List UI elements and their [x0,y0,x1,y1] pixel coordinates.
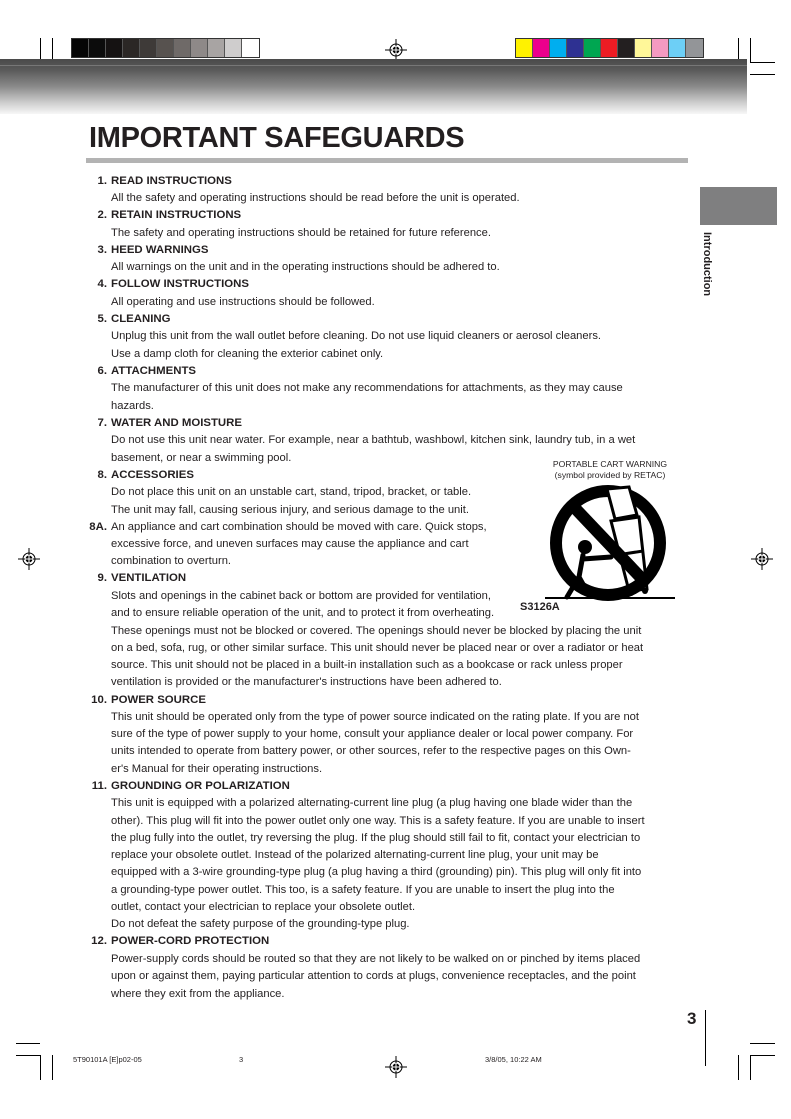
item-body-line: Power-supply cords should be routed so that they are not likely to be walked on or pinched by items placed [111,953,641,965]
item-title: POWER-CORD PROTECTION [111,935,270,947]
title-underline [86,158,688,163]
item-body-line: Do not place this unit on an unstable cart, stand, tripod, bracket, or table. [111,486,472,498]
item-number: 5. [97,313,107,325]
color-swatch [686,39,703,57]
item-body-line: excessive force, and uneven surfaces may cause the appliance and cart [111,538,469,550]
item-number: 1. [97,175,107,187]
item-title: ATTACHMENTS [111,365,196,377]
section-tab-label: Introduction [701,232,713,297]
item-body-line: All warnings on the unit and in the operating instructions should be adhered to. [111,261,500,273]
item-body-line: The manufacturer of this unit does not make any recommendations for attachments, as they may cause [111,382,623,394]
item-title: CLEANING [111,313,171,325]
item-title: READ INSTRUCTIONS [111,175,232,187]
item-body-line: on a bed, sofa, rug, or other similar surface. This unit should never be placed near or over a radiator or heat [111,642,644,654]
item-body-line: Use a damp cloth for cleaning the exterior cabinet only. [111,348,384,360]
figure-code: S3126A [520,601,560,613]
item-body-line: Slots and openings in the cabinet back or bottom are provided for ventilation, [111,590,491,602]
item-number: 8A. [89,521,107,533]
item-body-line: er's Manual for their operating instructions. [111,763,323,775]
page-title: IMPORTANT SAFEGUARDS [89,122,465,154]
item-number: 3. [97,244,107,256]
item-title: WATER AND MOISTURE [111,417,242,429]
header-gradient-band [0,59,747,114]
item-body-line: units intended to operate from battery power, or other sources, refer to the respective pages on this Own- [111,745,631,757]
item-body-line: Unplug this unit from the wall outlet before cleaning. Do not use liquid cleaners or aerosol cleaners. [111,330,602,342]
color-swatch [225,39,242,57]
color-swatch [550,39,567,57]
color-swatch [123,39,140,57]
registration-mark-icon [751,548,773,570]
footer-page: 3 [239,1055,244,1064]
footer-timestamp: 3/8/05, 10:22 AM [485,1055,542,1064]
item-body-line: replace your obsolete outlet. Instead of the polarized alternating-current line plug, your unit may be [111,849,599,861]
crop-mark [16,1055,40,1056]
item-body-line: The safety and operating instructions should be retained for future reference. [111,227,491,239]
color-swatch [533,39,550,57]
item-body-line: other). This plug will fit into the power outlet only one way. This is a safety feature. If you are unable to insert [111,815,645,827]
item-body-line: These openings must not be blocked or covered. The openings should never be blocked by placing the unit [111,625,642,637]
item-number: 6. [97,365,107,377]
header-band-line [0,65,747,66]
color-swatch [652,39,669,57]
figure-caption-credit: (symbol provided by RETAC) [554,470,666,480]
item-body-line: equipped with a 3-wire grounding-type plug (a plug having a third (grounding) pin). This plug will only fit into [111,866,642,878]
color-swatch [618,39,635,57]
item-body-line: basement, or near a swimming pool. [111,452,292,464]
page-number-rule [705,1010,706,1066]
section-tab-marker [700,187,777,225]
item-body-line: An appliance and cart combination should be moved with care. Quick stops, [111,521,487,533]
item-body-line: ventilation is provided or the manufacturer's instructions have been adhered to. [111,676,502,688]
item-number: 11. [91,780,107,792]
item-body-line: where they exit from the appliance. [111,988,285,1000]
item-title: VENTILATION [111,572,187,584]
item-number: 2. [97,209,107,221]
item-body-line: and to ensure reliable operation of the unit, and to protect it from overheating. [111,607,495,619]
color-swatch [89,39,106,57]
color-swatch [157,39,174,57]
figure-caption-title: PORTABLE CART WARNING [552,459,668,469]
item-title: HEED WARNINGS [111,244,209,256]
figure-caption [520,459,700,481]
portable-cart-warning-icon [545,485,675,605]
item-body-line: All the safety and operating instructions should be read before the unit is operated. [111,192,520,204]
color-calibration-bar [515,38,704,58]
color-swatch [584,39,601,57]
item-body-line: hazards. [111,400,154,412]
page-number: 3 [687,1009,697,1028]
item-body-line: a grounding-type power outlet. This too, is a safety feature. If you are unable to insert the plug into the [111,884,615,896]
item-body-line: This unit is equipped with a polarized alternating-current line plug (a plug having one blade wider than the [111,797,633,809]
item-title: FOLLOW INSTRUCTIONS [111,278,249,290]
item-body-line: All operating and use instructions should be followed. [111,296,375,308]
grayscale-calibration-bar [71,38,260,58]
color-swatch [174,39,191,57]
crop-mark [750,1055,775,1056]
footer-file-name: 5T90101A [E]p02-05 [73,1055,142,1064]
item-body-line: outlet, contact your electrician to replace your obsolete outlet. [111,901,416,913]
item-title: ACCESSORIES [111,469,194,481]
crop-mark [750,1055,751,1080]
item-body-line: source. This unit should not be placed in a built-in installation such as a bookcase or rack unless proper [111,659,623,671]
item-title: POWER SOURCE [111,694,206,706]
item-number: 12. [91,935,107,947]
crop-mark [750,1043,775,1044]
item-body-line: sure of the type of power supply to your home, consult your appliance dealer or local power company. For [111,728,634,740]
item-body-line: combination to overturn. [111,555,232,567]
item-number: 7. [97,417,107,429]
crop-mark [750,62,775,63]
color-swatch [516,39,533,57]
color-swatch [567,39,584,57]
item-number: 8. [97,469,107,481]
item-body-line: The unit may fall, causing serious injury, and serious damage to the unit. [111,504,469,516]
color-swatch [669,39,686,57]
color-swatch [635,39,652,57]
item-number: 9. [97,572,107,584]
item-body-line: the plug fully into the outlet, try reversing the plug. If the plug should still fail to fit, contact your electrician to [111,832,641,844]
registration-mark-icon [385,1056,407,1078]
crop-mark [738,1055,739,1080]
item-title: GROUNDING OR POLARIZATION [111,780,290,792]
color-swatch [72,39,89,57]
item-number: 10. [91,694,107,706]
crop-mark [40,1055,41,1080]
color-swatch [191,39,208,57]
color-swatch [242,39,259,57]
item-body-line: This unit should be operated only from the type of power source indicated on the rating plate. If you are not [111,711,639,723]
color-swatch [208,39,225,57]
color-swatch [106,39,123,57]
crop-mark [750,38,751,62]
registration-mark-icon [385,39,407,61]
crop-mark [16,1043,40,1044]
item-title: RETAIN INSTRUCTIONS [111,209,242,221]
item-body-line: Do not use this unit near water. For example, near a bathtub, washbowl, kitchen sink, laundry tub, in a wet [111,434,636,446]
crop-mark [750,74,775,75]
item-body-line: Do not defeat the safety purpose of the grounding-type plug. [111,918,410,930]
crop-mark [52,1055,53,1080]
item-body-line: upon or against them, paying particular attention to cords at plugs, convenience receptacles, and the point [111,970,636,982]
item-number: 4. [97,278,107,290]
color-swatch [140,39,157,57]
color-swatch [601,39,618,57]
registration-mark-icon [18,548,40,570]
